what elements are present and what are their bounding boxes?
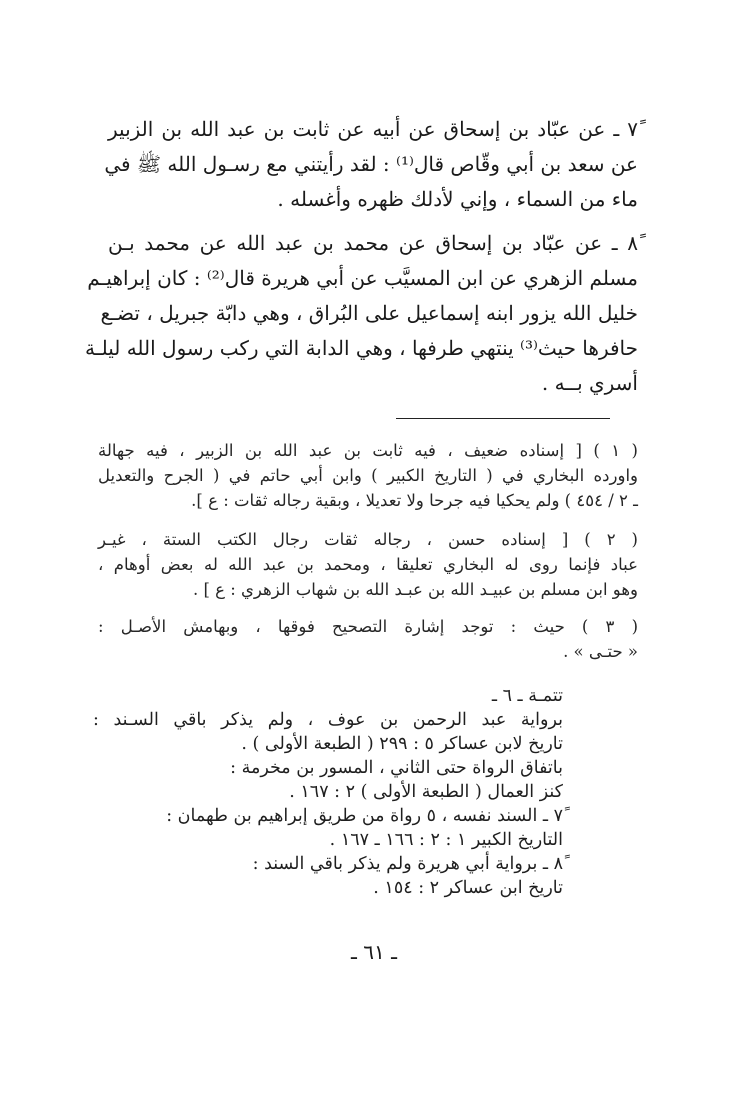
footnote-2 xyxy=(98,527,638,602)
text-line: أسري بــه . xyxy=(541,371,638,395)
supplement-line: برواية عبد الرحمن بن عوف ، ولم يذكر باقي السـند : xyxy=(93,710,563,730)
footnote-line: ـ ٢ / ٤٥٤ ) ولم يحكيا فيه جرحا ولا تعديلا ، وبقية رجاله ثقات : ع ]. xyxy=(191,491,638,510)
supplement-line: ٧ً ـ السند نفسه ، ٥ رواة من طريق إبراهيم بن طهمان : xyxy=(166,806,563,826)
footnote-3 xyxy=(98,614,638,664)
supplement-line: ٨ً ـ برواية أبي هريرة ولم يذكر باقي السند : xyxy=(252,854,563,874)
footnote-line: « حتـى » . xyxy=(563,642,638,661)
footnote-1 xyxy=(98,438,638,513)
supplement-line: التاريخ الكبير ١ : ٢ : ١٦٦ ـ ١٦٧ . xyxy=(329,830,563,850)
supplement-heading: تتمـة ـ ٦ ـ xyxy=(491,686,563,706)
text-line: خليل الله يزور ابنه إسماعيل على البُراق ، وهي دابّة جبريل ، تضـع xyxy=(100,301,638,325)
supplement-line: كنز العمال ( الطبعة الأولى ) ٢ : ١٦٧ . xyxy=(289,782,563,802)
supplement-line: باتفاق الرواة حتى الثاني ، المسور بن مخرمة : xyxy=(230,758,563,778)
text-line: مسلم الزهري عن ابن المسيَّب عن أبي هريرة قال⁽²⁾ : كان إبراهيـم xyxy=(87,266,638,290)
text-line: ٨ً ـ عن عبّاد بن إسحاق عن محمد بن عبد الله عن محمد بـن xyxy=(108,231,638,255)
footnote-line: واورده البخاري في ( التاريخ الكبير ) وابن أبي حاتم في ( الجرح والتعديل xyxy=(98,466,638,485)
supplement-section xyxy=(93,684,563,900)
text-line: حافرها حيث⁽³⁾ ينتهي طرفها ، وهي الدابة التي ركب رسول الله ليلـة xyxy=(85,336,638,360)
text-line: ٧ً ـ عن عبّاد بن إسحاق عن أبيه عن ثابت بن عبد الله بن الزبير xyxy=(108,117,638,141)
text-line: ماء من السماء ، وإني لأدلك ظهره وأغسله . xyxy=(277,187,638,211)
footnote-line: ( ٢ ) [ إسناده حسن ، رجاله ثقات رجال الكتب الستة ، غيـر xyxy=(98,530,638,549)
text-line: عن سعد بن أبي وقّاص قال⁽¹⁾ : لقد رأيتني مع رسـول الله ﷺ في xyxy=(104,152,638,176)
supplement-line: تاريخ لابن عساكر ٥ : ٢٩٩ ( الطبعة الأولى ) . xyxy=(241,734,563,754)
footnote-line: وهو ابن مسلم بن عبيـد الله بن عبـد الله بن شهاب الزهري : ع ] . xyxy=(192,580,638,599)
hadith-8-paragraph xyxy=(85,226,638,401)
footnote-line: ( ٣ ) حيث : توجد إشارة التصحيح فوقها ، وبهامش الأصـل : xyxy=(98,617,638,636)
footnote-separator xyxy=(396,418,610,419)
hadith-7-paragraph xyxy=(104,112,638,217)
footnote-line: ( ١ ) [ إسناده ضعيف ، فيه ثابت بن عبد الله بن الزبير ، فيه جهالة xyxy=(98,441,638,460)
footnote-line: عباد فإنما روى له البخاري تعليقا ، ومحمد بن عبد الله له بعض أوهام ، xyxy=(98,555,638,574)
page-number: ـ ٦١ ـ xyxy=(351,940,397,964)
supplement-line: تاريخ ابن عساكر ٢ : ١٥٤ . xyxy=(373,878,563,898)
